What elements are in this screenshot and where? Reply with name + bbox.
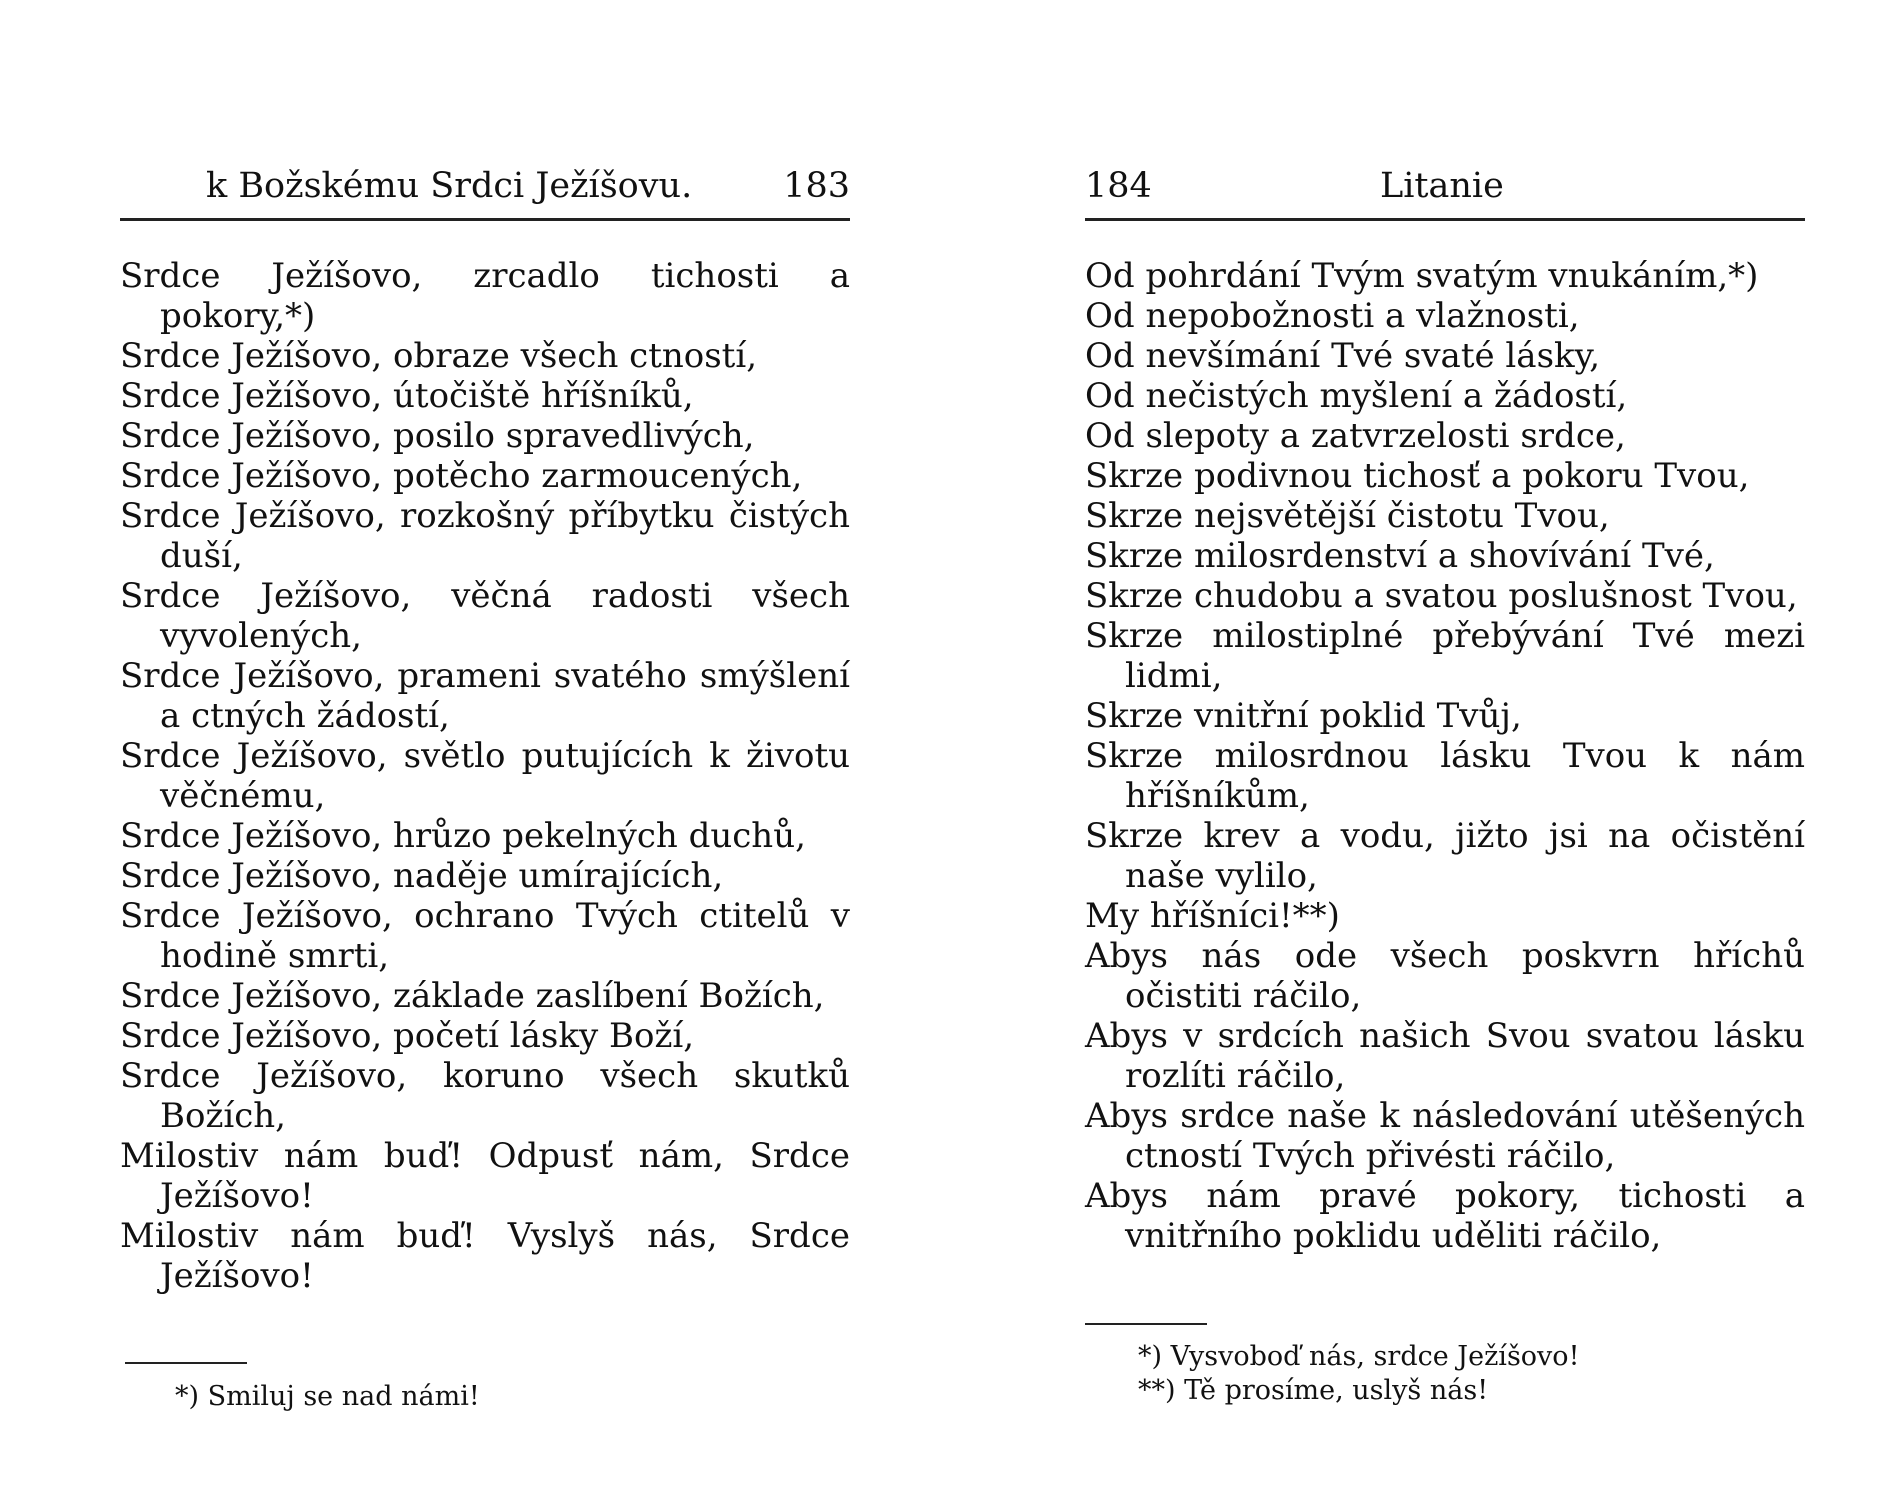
litany-line: My hříšníci!**) bbox=[1085, 896, 1340, 936]
litany-line: Skrze krev a vodu, jižto jsi na očistění naše vylilo, bbox=[1085, 816, 1805, 896]
litany-line: Od pohrdání Tvým svatým vnukáním,*) bbox=[1085, 256, 1759, 296]
left-footnotes bbox=[175, 1380, 480, 1414]
right-running-head bbox=[1085, 163, 1805, 209]
litany-line: Skrze milosrdenství a shovívání Tvé, bbox=[1085, 536, 1715, 576]
right-header-title: Litanie bbox=[1380, 166, 1504, 206]
litany-line: Srdce Ježíšovo, světlo putujících k životu věčnému, bbox=[120, 736, 850, 816]
litany-line: Srdce Ježíšovo, hrůzo pekelných duchů, bbox=[120, 816, 806, 856]
litany-line: Skrze milosrdnou lásku Tvou k nám hříšníkům, bbox=[1085, 736, 1805, 816]
litany-line: Od nečistých myšlení a žádostí, bbox=[1085, 376, 1628, 416]
footnote: *) Smiluj se nad námi! bbox=[175, 1381, 480, 1412]
right-footnote-rule bbox=[1085, 1323, 1207, 1325]
right-litany-text bbox=[1085, 256, 1805, 1256]
litany-line: Milostiv nám buď! Vyslyš nás, Srdce Ježíšovo! bbox=[120, 1216, 850, 1296]
litany-line: Srdce Ježíšovo, zrcadlo tichosti a pokory,*) bbox=[120, 256, 850, 336]
right-page bbox=[1085, 0, 1805, 1500]
litany-line: Srdce Ježíšovo, početí lásky Boží, bbox=[120, 1016, 695, 1056]
litany-line: Skrze podivnou tichosť a pokoru Tvou, bbox=[1085, 456, 1750, 496]
litany-line: Skrze chudobu a svatou poslušnost Tvou, bbox=[1085, 576, 1798, 616]
litany-line: Srdce Ježíšovo, potěcho zarmoucených, bbox=[120, 456, 803, 496]
left-page bbox=[120, 0, 850, 1500]
footnote: *) Vysvoboď nás, srdce Ježíšovo! bbox=[1138, 1341, 1580, 1372]
litany-line: Srdce Ježíšovo, věčná radosti všech vyvolených, bbox=[120, 576, 850, 656]
litany-line: Milostiv nám buď! Odpusť nám, Srdce Ježíšovo! bbox=[120, 1136, 850, 1216]
litany-line: Od slepoty a zatvrzelosti srdce, bbox=[1085, 416, 1626, 456]
litany-line: Abys v srdcích našich Svou svatou lásku rozlíti ráčilo, bbox=[1085, 1016, 1805, 1096]
litany-line: Abys nás ode všech poskvrn hříchů očistiti ráčilo, bbox=[1085, 936, 1805, 1016]
left-litany-text bbox=[120, 256, 850, 1296]
right-header-rule bbox=[1085, 218, 1805, 221]
left-running-head bbox=[120, 163, 850, 209]
litany-line: Abys nám pravé pokory, tichosti a vnitřního poklidu uděliti ráčilo, bbox=[1085, 1176, 1805, 1256]
right-page-number: 184 bbox=[1085, 166, 1152, 206]
left-page-number: 183 bbox=[783, 166, 850, 206]
litany-line: Od nevšímání Tvé svaté lásky, bbox=[1085, 336, 1601, 376]
litany-line: Skrze milostiplné přebývání Tvé mezi lidmi, bbox=[1085, 616, 1805, 696]
litany-line: Srdce Ježíšovo, posilo spravedlivých, bbox=[120, 416, 755, 456]
litany-line: Srdce Ježíšovo, útočiště hříšníků, bbox=[120, 376, 694, 416]
litany-line: Srdce Ježíšovo, naděje umírajících, bbox=[120, 856, 724, 896]
left-header-title: k Božskému Srdci Ježíšovu. bbox=[206, 166, 693, 206]
litany-line: Srdce Ježíšovo, koruno všech skutků Božích, bbox=[120, 1056, 850, 1136]
left-header-rule bbox=[120, 218, 850, 221]
litany-line: Srdce Ježíšovo, základe zaslíbení Božích, bbox=[120, 976, 825, 1016]
right-footnotes bbox=[1138, 1340, 1579, 1408]
litany-line: Srdce Ježíšovo, ochrano Tvých ctitelů v hodině smrti, bbox=[120, 896, 850, 976]
litany-line: Srdce Ježíšovo, rozkošný příbytku čistých duší, bbox=[120, 496, 850, 576]
litany-line: Srdce Ježíšovo, obraze všech ctností, bbox=[120, 336, 758, 376]
left-footnote-rule bbox=[125, 1362, 247, 1364]
litany-line: Skrze nejsvětější čistotu Tvou, bbox=[1085, 496, 1610, 536]
litany-line: Od nepobožnosti a vlažnosti, bbox=[1085, 296, 1580, 336]
litany-line: Skrze vnitřní poklid Tvůj, bbox=[1085, 696, 1522, 736]
litany-line: Srdce Ježíšovo, prameni svatého smýšlení a ctných žádostí, bbox=[120, 656, 850, 736]
litany-line: Abys srdce naše k následování utěšených ctností Tvých přivésti ráčilo, bbox=[1085, 1096, 1805, 1176]
footnote: **) Tě prosíme, uslyš nás! bbox=[1138, 1375, 1489, 1406]
